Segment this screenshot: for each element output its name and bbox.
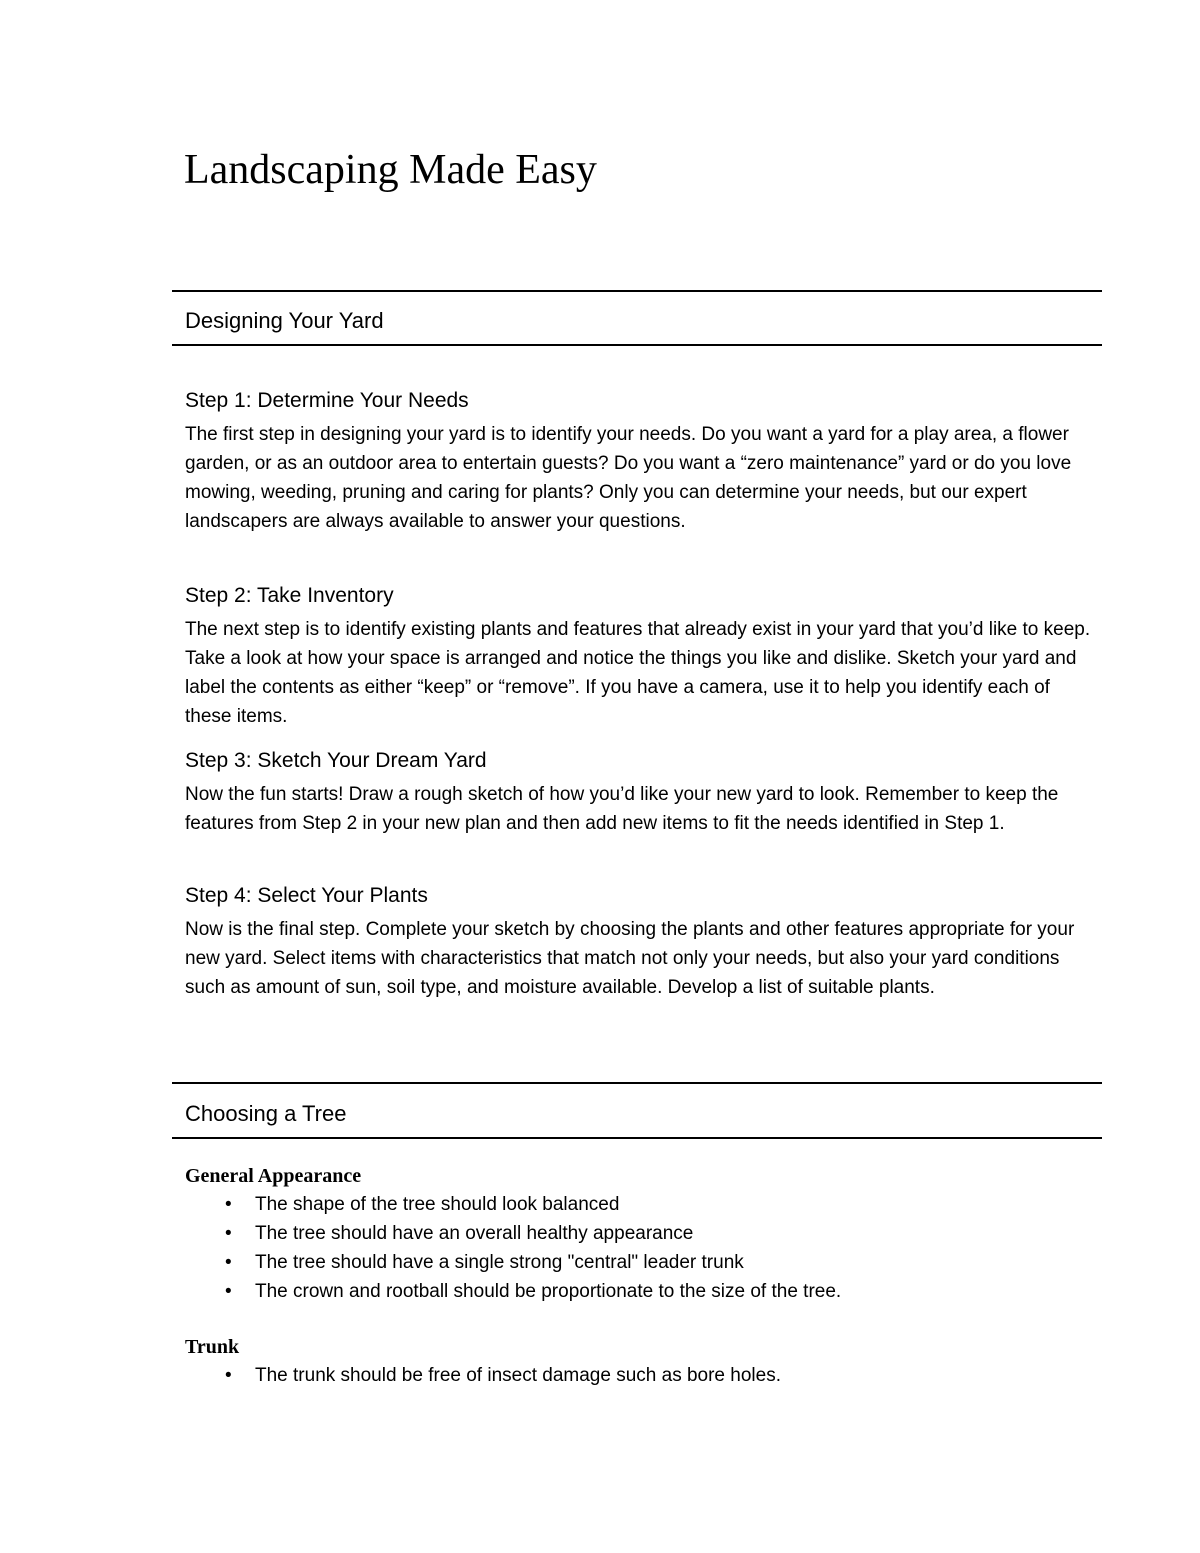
bullet-icon: •	[225, 1223, 232, 1244]
subheading-general-appearance: General Appearance	[185, 1165, 362, 1187]
list-item-text: The crown and rootball should be proportionate to the size of the tree.	[255, 1281, 842, 1302]
step-2	[185, 581, 1095, 731]
subheading-trunk: Trunk	[185, 1336, 240, 1358]
section-heading-choosing-tree: Choosing a Tree	[185, 1101, 347, 1126]
section-divider-bottom	[172, 1137, 1102, 1139]
bullet-icon: •	[225, 1281, 232, 1302]
list-item	[185, 1219, 1085, 1248]
section-divider-bottom	[172, 344, 1102, 346]
section-divider-top	[172, 1082, 1102, 1084]
bullet-icon: •	[225, 1252, 232, 1273]
step-body: Now is the final step. Complete your sketch by choosing the plants and other features appropriate for your new yard. Select items with characteristics that match not only your needs, but also your yard conditions such as amount of sun, soil type, and moisture available. Develop a list of suitable plants.	[185, 919, 1075, 998]
step-3	[185, 746, 1095, 838]
list-item	[185, 1190, 1085, 1219]
list-item	[185, 1248, 1085, 1277]
bullet-list-general-appearance	[185, 1190, 1085, 1306]
step-1	[185, 386, 1095, 536]
document-title: Landscaping Made Easy	[184, 147, 597, 193]
step-heading: Step 3: Sketch Your Dream Yard	[185, 749, 487, 772]
list-item-text: The shape of the tree should look balanced	[255, 1194, 620, 1215]
section-divider-top	[172, 290, 1102, 292]
step-4	[185, 881, 1095, 1002]
list-item-text: The trunk should be free of insect damage such as bore holes.	[255, 1365, 781, 1386]
step-heading: Step 2: Take Inventory	[185, 584, 394, 607]
list-item	[185, 1361, 1085, 1390]
step-body: The first step in designing your yard is to identify your needs. Do you want a yard for a play area, a flower garden, or as an outdoor area to entertain guests? Do you want a “zero maintenance” yard or do you love mowing, weeding, pruning and caring for plants? Only you can determine your needs, but our expert landscapers are always available to answer your questions.	[185, 424, 1072, 532]
bullet-icon: •	[225, 1365, 232, 1386]
bullet-icon: •	[225, 1194, 232, 1215]
list-item	[185, 1277, 1085, 1306]
list-item-text: The tree should have an overall healthy appearance	[255, 1223, 694, 1244]
step-body: Now the fun starts! Draw a rough sketch of how you’d like your new yard to look. Remember to keep the features from Step 2 in your new plan and then add new items to fit the needs identified in Step 1.	[185, 784, 1059, 834]
section-heading-designing: Designing Your Yard	[185, 308, 384, 333]
step-heading: Step 1: Determine Your Needs	[185, 389, 469, 412]
bullet-list-trunk	[185, 1361, 1085, 1390]
list-item-text: The tree should have a single strong "central" leader trunk	[255, 1252, 744, 1273]
step-body: The next step is to identify existing plants and features that already exist in your yard that you’d like to keep. Take a look at how your space is arranged and notice the things you like and dislike. Sketch your yard and label the contents as either “keep” or “remove”. If you have a camera, use it to help you identify each of these items.	[185, 619, 1091, 727]
step-heading: Step 4: Select Your Plants	[185, 884, 428, 907]
